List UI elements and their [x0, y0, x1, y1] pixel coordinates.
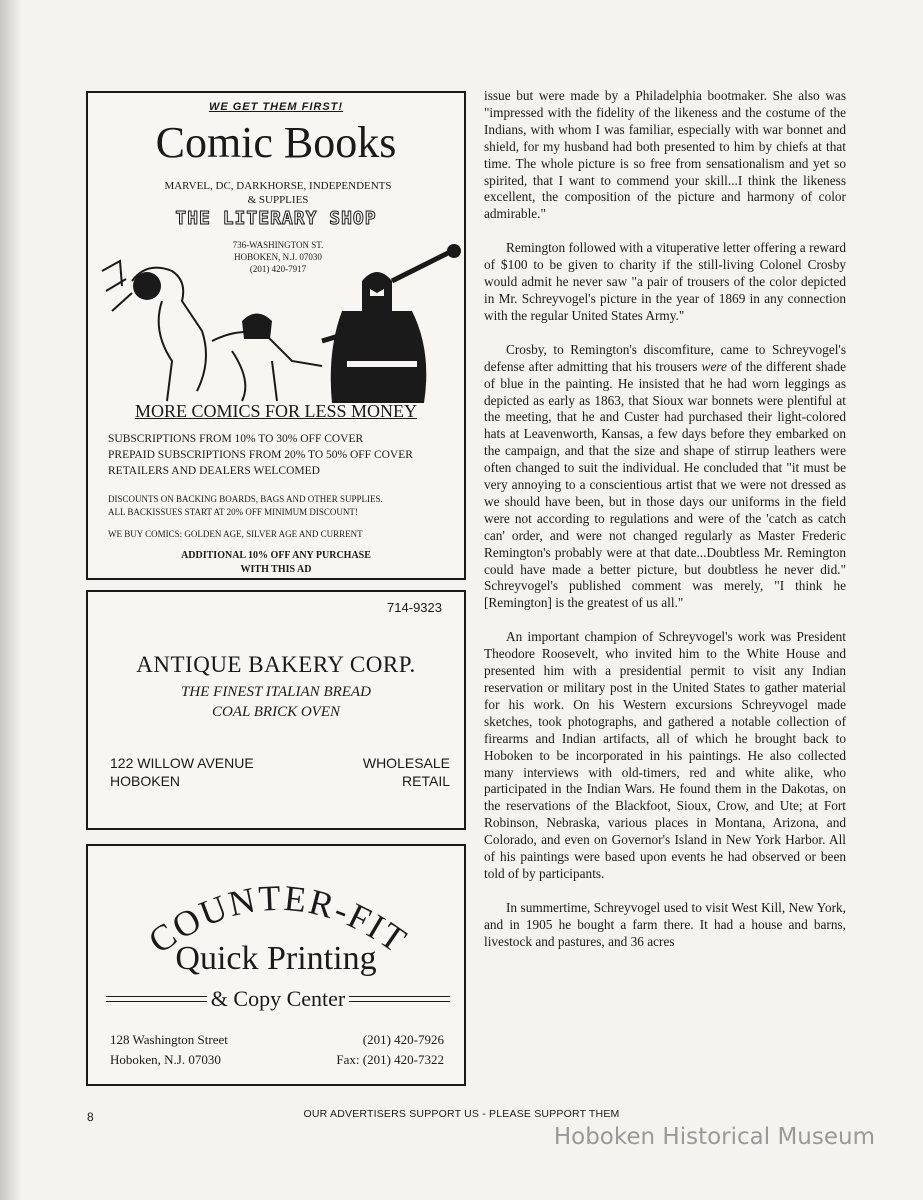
subs-line1: SUBSCRIPTIONS FROM 10% TO 30% OFF COVER	[108, 433, 364, 445]
bakery-address1: 122 WILLOW AVENUE	[110, 755, 254, 771]
printing-phone: (201) 420-7926	[362, 1032, 444, 1047]
additional-line1: ADDITIONAL 10% OFF ANY PURCHASE	[181, 550, 371, 561]
comics-brands-line2: & SUPPLIES	[247, 194, 309, 206]
shop-address	[208, 239, 348, 275]
double-rule-right	[349, 996, 450, 1002]
printing-subtitle-row	[106, 986, 450, 1012]
printing-address	[110, 1030, 228, 1070]
article-paragraph: issue but were made by a Philadelphia bootmaker. She also was "impressed with the fidelity of the likeness and the costume of the Indians, with whom I was familiar, especially with war bonnet and shield, for my husband had both presented to him by chiefs at that time. The whole picture is so free from sensationalism and yet so spirited, that I want to commend your skill...I think the likeness excellent, the composition of the picture and harmony of color admirable."	[484, 88, 846, 222]
printing-contact	[336, 1030, 444, 1070]
subs-line3: RETAILERS AND DEALERS WELCOMED	[108, 465, 320, 477]
shop-name-logo: THE LITERARY SHOP	[175, 208, 377, 229]
comics-title: Comic Books	[155, 118, 397, 167]
article-emphasis: were	[701, 358, 727, 374]
article-paragraph: Remington followed with a vituperative letter offering a reward of $100 to be given to charity if the still-living Colonel Crosby would admit he never saw "a pair of trousers of the color depicted in Mr. Schreyvogel's picture in the year of 1869 in any connection with the regular United States Army."	[484, 240, 846, 323]
printing-address1: 128 Washington Street	[110, 1032, 228, 1047]
shop-phone: (201) 420-7917	[249, 264, 307, 274]
article-paragraph: An important champion of Schreyvogel's work was President Theodore Roosevelt, who invited him to the White House and presented him with a presidential permit to visit any Indian reservation or military post in the United States to gather material for his work. On his Western excursions Schreyvogel made sketches, took photographs, and gathered a notable collection of firearms and Indian artifacts, all of which he brought back to Hoboken to be incorporated in his paintings. He also collected many interviews with old-timers, red and white alike, who participated in the Indian Wars. He found them in the Dakotas, on the reservations of the Blackfoot, Sioux, Crow, and Ute; at Fort Robinson, Nebraska, various places in Montana, Arizona, and Colorado, and even on Governor's Island in New York Harbor. All of his paintings were based upon events he had observed or been told of by participants.	[484, 629, 846, 881]
article-text: Crosby, to Remington's discomfiture, came to Schreyvogel's defense after admitting that his trousers	[484, 341, 846, 374]
comics-brands	[118, 179, 438, 207]
bakery-type1: WHOLESALE	[362, 755, 450, 771]
bakery-address2: HOBOKEN	[110, 773, 181, 789]
page-number: 8	[87, 1110, 94, 1124]
comics-tagline: WE GET THEM FIRST!	[208, 101, 344, 113]
printing-ad	[86, 844, 466, 1086]
buy-comics-line: WE BUY COMICS: GOLDEN AGE, SILVER AGE AND CURRENT	[108, 529, 363, 539]
printing-fax: Fax: (201) 420-7322	[336, 1052, 444, 1067]
shop-address-line2: HOBOKEN, N.J. 07030	[234, 252, 322, 262]
page-edge-shadow	[0, 0, 22, 1200]
counter-fit-brand: COUNTER-FIT	[141, 877, 415, 962]
comics-headline: MORE COMICS FOR LESS MONEY	[134, 401, 418, 421]
article-column	[484, 88, 846, 968]
subs-line2: PREPAID SUBSCRIPTIONS FROM 20% TO 50% OFF COVER	[108, 449, 413, 461]
additional-offer	[88, 549, 464, 577]
subscriptions-block	[108, 431, 413, 479]
discounts-block	[108, 493, 383, 519]
comic-books-ad	[86, 91, 466, 580]
article-paragraph: In summertime, Schreyvogel used to visit West Kill, New York, and in 1905 he bought a farm there. It had a house and barns, livestock and pastures, and 36 acres	[484, 899, 846, 949]
discount-line1: DISCOUNTS ON BACKING BOARDS, BAGS AND OTHER SUPPLIES.	[108, 494, 383, 504]
article-text: of the different shade of blue in the painting. He insisted that he had worn leggings as depicted as early as 1863, that Sioux war bonnets were plentiful at the meeting, that he and Custer had purchased their light-colored hats at Leavenworth, Kansas, a few days before they embarked on the campaign, and that the size and shape of stirrup leathers were often changed to suit the individual. He concluded that "it must be very annoying to a conscientious artist that we were not dressed as we should have been, but in those days our uniforms in the field were not according to regulations and were of the 'catch as catch can' order, and were not changed regularly as Master Frederic Remington's probably were at that date...Doubtless Mr. Remington could have made a better picture, but doubtless he never did." Schreyvogel's published comment was merely, "I think he [Remington] is the greatest of us all."	[484, 358, 846, 611]
comics-brands-line1: MARVEL, DC, DARKHORSE, INDEPENDENTS	[164, 180, 392, 192]
bakery-ad	[86, 590, 466, 830]
bakery-type	[363, 754, 450, 790]
footer-notice: OUR ADVERTISERS SUPPORT US - PLEASE SUPPORT THEM	[303, 1108, 620, 1120]
discount-line2: ALL BACKISSUES START AT 20% OFF MINIMUM DISCOUNT!	[108, 507, 358, 517]
bakery-address	[110, 754, 254, 790]
bakery-subtitle2: COAL BRICK OVEN	[211, 704, 341, 720]
bakery-subtitle1: THE FINEST ITALIAN BREAD	[181, 684, 371, 700]
bakery-phone: 714-9323	[387, 600, 442, 615]
bakery-title: ANTIQUE BAKERY CORP.	[136, 652, 416, 677]
bakery-type2: RETAIL	[402, 773, 450, 789]
bakery-subtitle	[88, 682, 464, 722]
article-paragraph	[484, 342, 846, 613]
additional-line2: WITH THIS AD	[240, 564, 312, 575]
shop-address-line1: 736-WASHINGTON ST.	[232, 240, 324, 250]
printing-title: Quick Printing	[175, 940, 377, 977]
printing-subtitle: & Copy Center	[210, 986, 346, 1011]
museum-watermark: Hoboken Historical Museum	[553, 1124, 875, 1150]
double-rule-left	[106, 996, 207, 1002]
printing-address2: Hoboken, N.J. 07030	[110, 1052, 221, 1067]
